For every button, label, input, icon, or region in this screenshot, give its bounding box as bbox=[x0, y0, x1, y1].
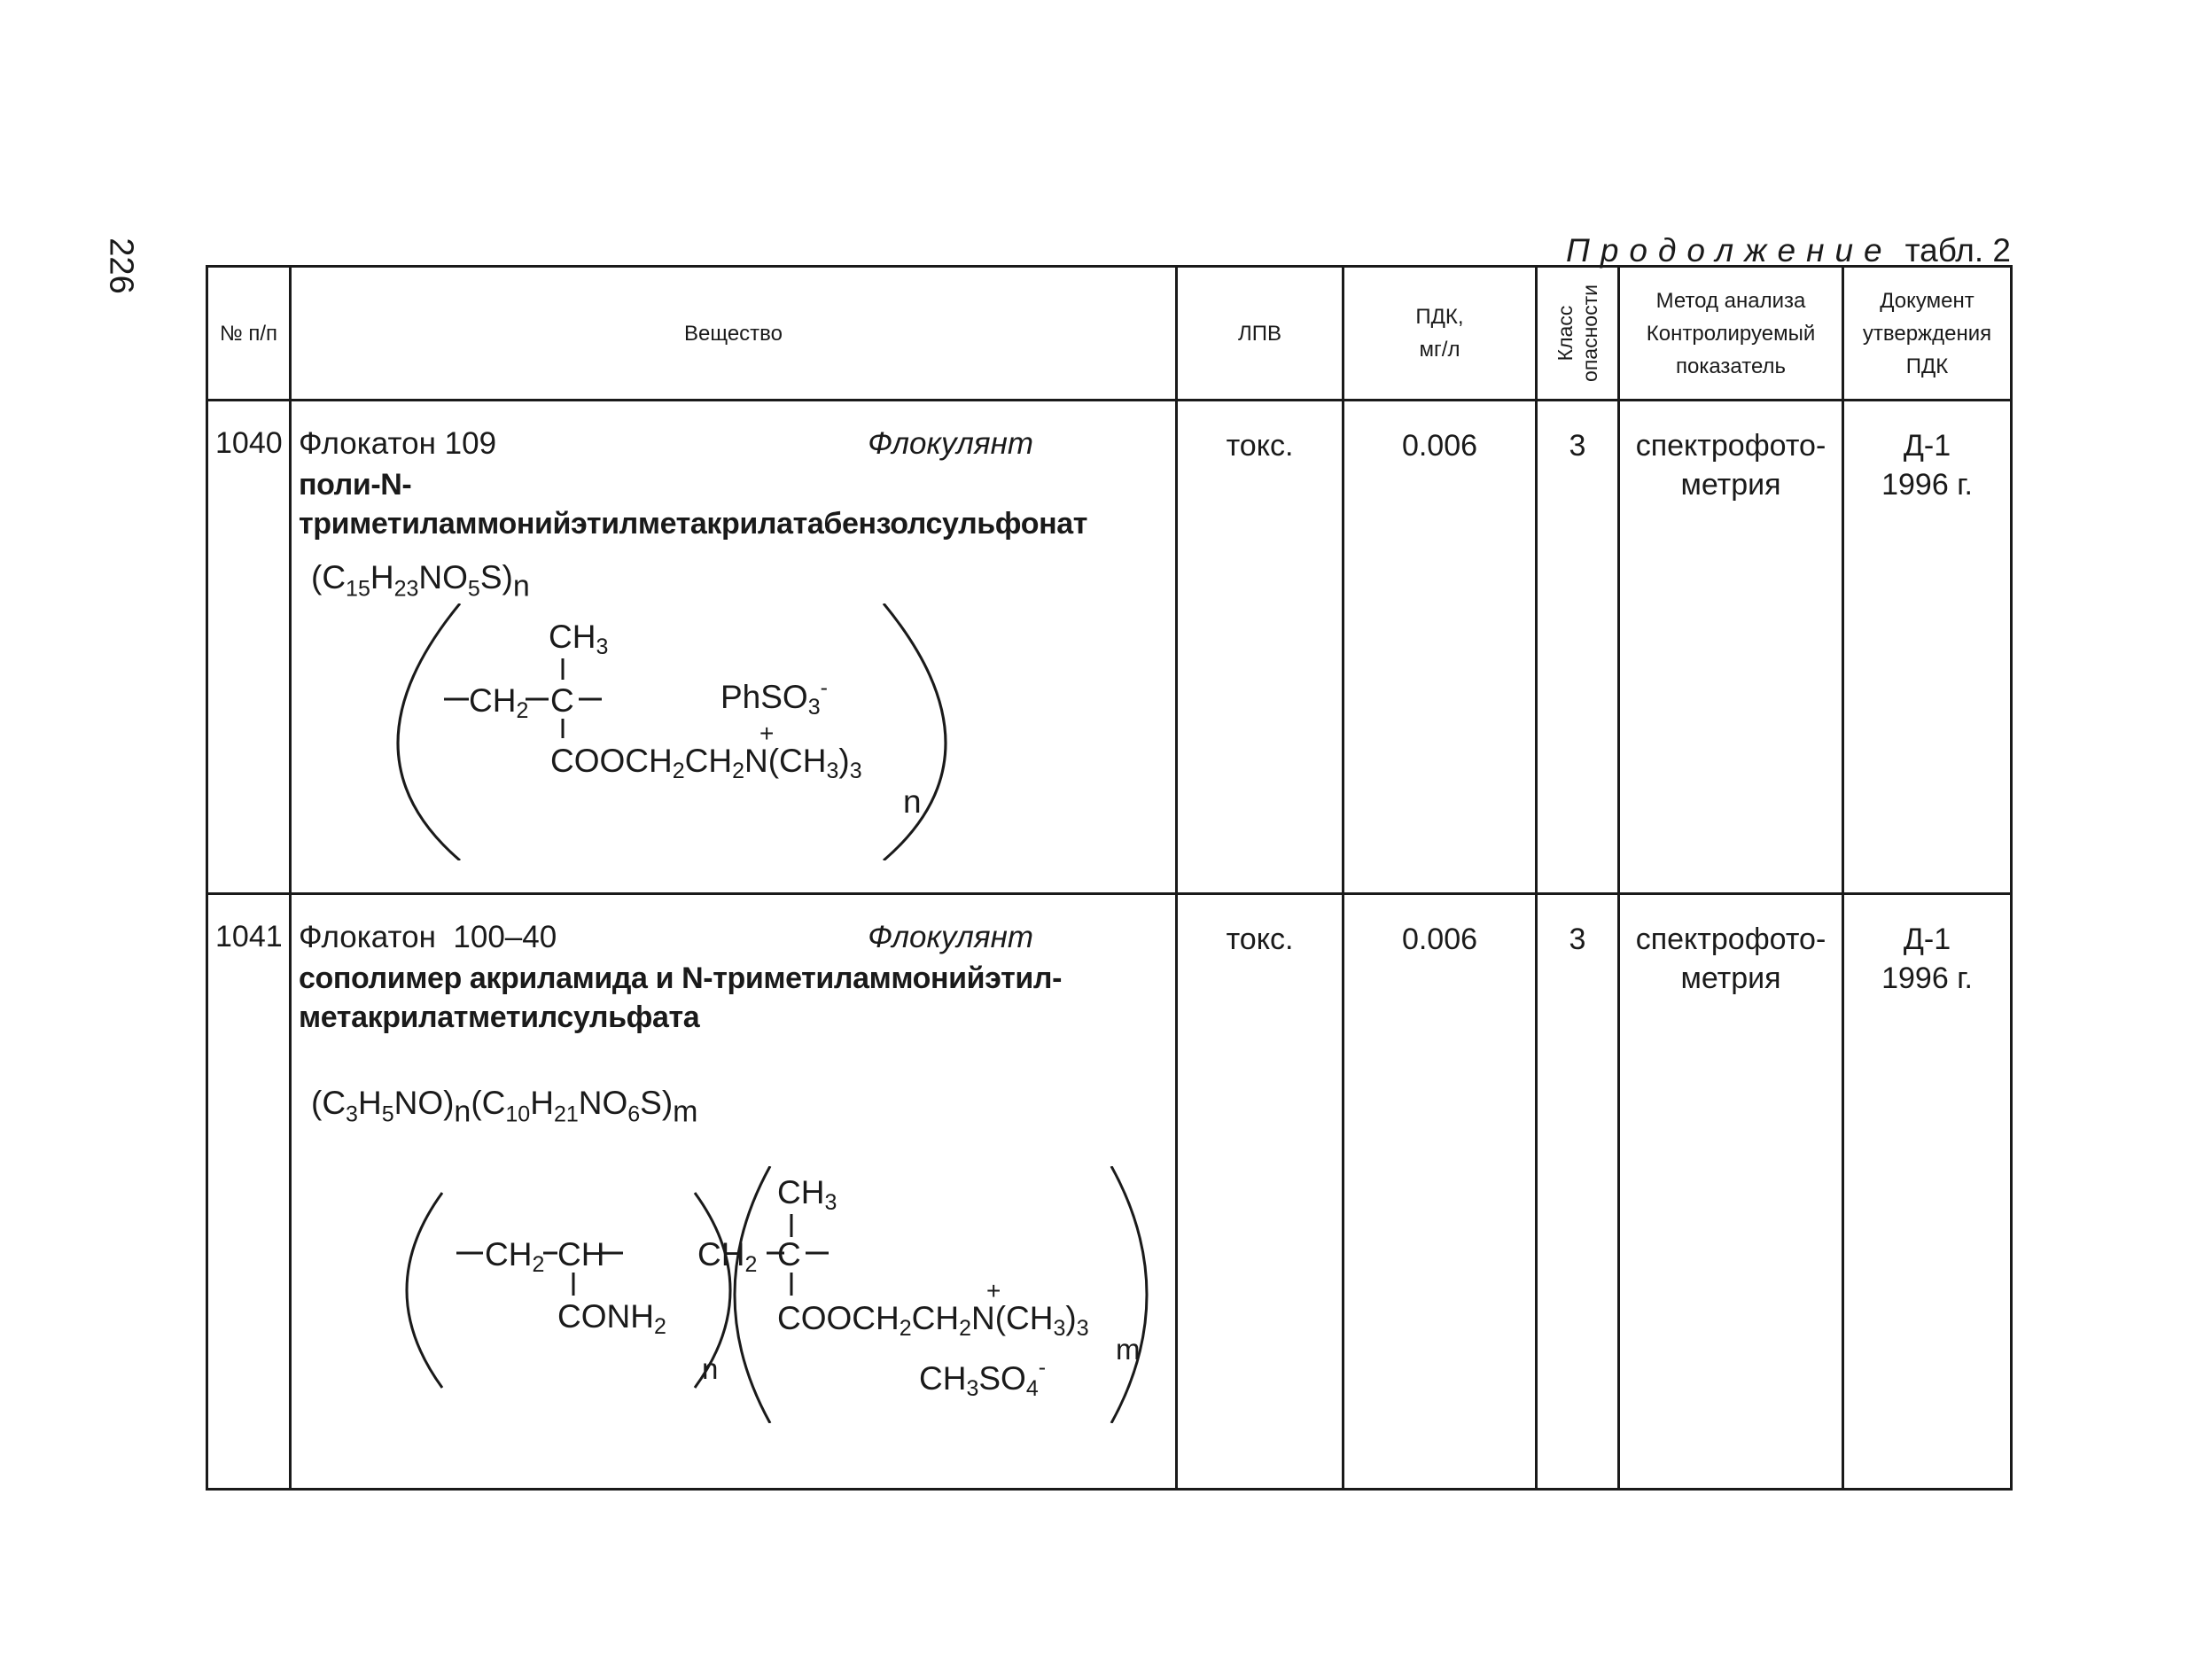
repeat-index-m: m bbox=[1116, 1333, 1141, 1366]
header-pdk: ПДК, мг/л bbox=[1344, 267, 1537, 401]
substance-iupac-name: поли-N-триметиламмонийэтилметакрилатабензолсульфонат bbox=[299, 468, 1087, 541]
table-row bbox=[207, 894, 2012, 1490]
substance-table bbox=[206, 265, 2013, 1491]
methyl-group: CH3 bbox=[549, 619, 609, 660]
molecular-formula: $(C_{15}H_{23}NO_5S)_n$ bbox=[311, 559, 530, 603]
ester-side-chain: COOCH2CH2N(CH3)3 bbox=[777, 1300, 1089, 1342]
ester-side-chain: COOCH2CH2N(CH3)3 bbox=[550, 743, 862, 784]
substance-iupac-name: сополимер акриламида и N-триметиламмонийэтил- метакрилатметилсульфата bbox=[299, 961, 1062, 1034]
molecular-formula: $(C_3H_5NO)_n(C_{10}H_{21}NO_6S)_m$ bbox=[311, 1085, 698, 1129]
document-cell: Д-1 1996 г. bbox=[1843, 401, 2012, 894]
table-continuation-caption bbox=[1566, 232, 2011, 269]
continuation-word: Продолжение bbox=[1566, 232, 1893, 269]
lpv-cell: токс. bbox=[1177, 894, 1344, 1490]
methacrylate-backbone: CH2 bbox=[697, 1236, 758, 1278]
header-substance: Вещество bbox=[291, 267, 1177, 401]
counter-anion: PhSO3- bbox=[720, 675, 828, 720]
backbone-group: CH2 bbox=[469, 682, 529, 724]
quaternary-carbon: C bbox=[550, 682, 574, 720]
pdk-cell: 0.006 bbox=[1344, 401, 1537, 894]
table-row bbox=[207, 401, 2012, 894]
continuation-table-ref: табл. 2 bbox=[1904, 232, 2011, 269]
lpv-cell: токс. bbox=[1177, 401, 1344, 894]
structural-formula bbox=[292, 603, 1172, 860]
hazard-class-cell: 3 bbox=[1537, 401, 1619, 894]
positive-charge: + bbox=[759, 720, 775, 748]
method-cell: спектрофото- метрия bbox=[1619, 401, 1843, 894]
hazard-class-cell: 3 bbox=[1537, 894, 1619, 1490]
pdk-cell: 0.006 bbox=[1344, 894, 1537, 1490]
header-num: № п/п bbox=[207, 267, 291, 401]
row-number: 1041 bbox=[207, 894, 291, 1490]
repeat-index-n: n bbox=[702, 1352, 719, 1386]
amide-group: CONH2 bbox=[557, 1298, 666, 1340]
substance-name: Флокатон 109 bbox=[299, 426, 497, 461]
acrylamide-ch: CH bbox=[557, 1236, 605, 1273]
quaternary-carbon: C bbox=[777, 1236, 801, 1273]
row-number: 1040 bbox=[207, 401, 291, 894]
substance-cell bbox=[291, 894, 1177, 1490]
substance-cell bbox=[291, 401, 1177, 894]
table-header-row bbox=[207, 267, 2012, 401]
header-lpv: ЛПВ bbox=[1177, 267, 1344, 401]
substance-class: Флокулянт bbox=[868, 426, 1033, 461]
methylsulfate-anion: CH3SO4- bbox=[919, 1355, 1047, 1402]
method-cell: спектрофото- метрия bbox=[1619, 894, 1843, 1490]
page-number: 226 bbox=[102, 237, 140, 294]
methyl-group: CH3 bbox=[777, 1174, 837, 1216]
header-hazard-class: Класс опасности bbox=[1537, 267, 1619, 401]
acrylamide-backbone: CH2 bbox=[485, 1236, 545, 1278]
repeat-index: n bbox=[903, 783, 922, 821]
substance-name: Флокатон 100–40 bbox=[299, 920, 557, 954]
header-document: Документ утверждения ПДК bbox=[1843, 267, 2012, 401]
structural-formula bbox=[292, 1166, 1172, 1423]
positive-charge: + bbox=[986, 1277, 1001, 1305]
header-method: Метод анализа Контролируемый показатель bbox=[1619, 267, 1843, 401]
document-cell: Д-1 1996 г. bbox=[1843, 894, 2012, 1490]
substance-class: Флокулянт bbox=[868, 920, 1033, 954]
